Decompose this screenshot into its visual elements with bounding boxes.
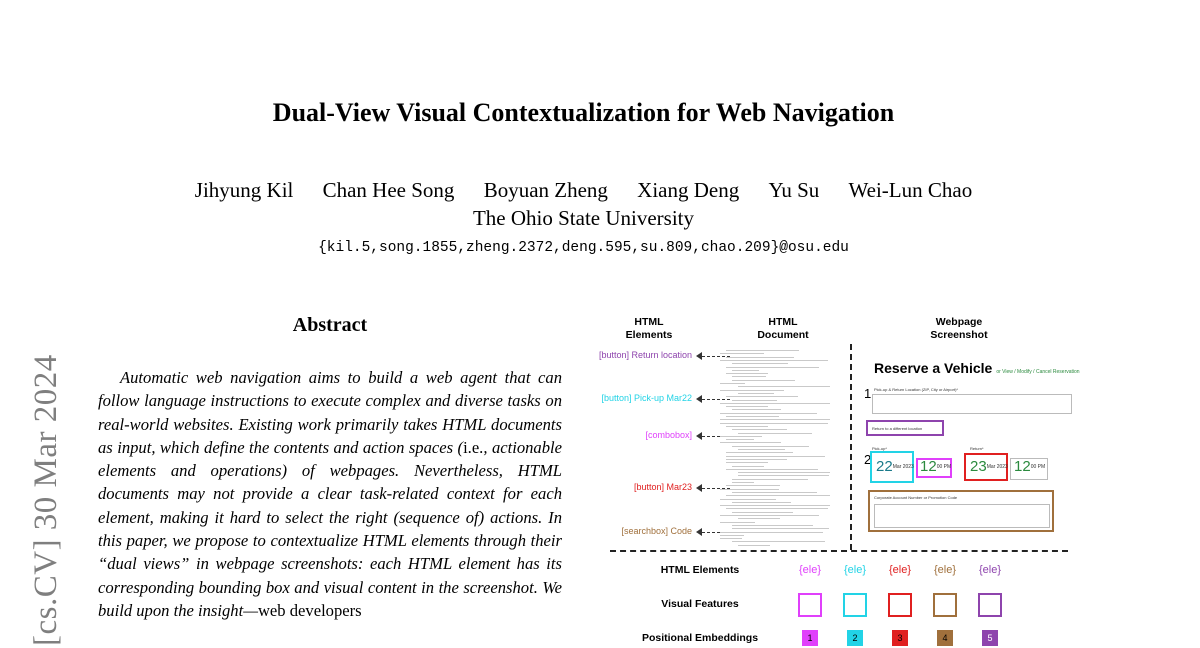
- document-code-line: [720, 515, 819, 516]
- author-emails: {kil.5,song.1855,zheng.2372,deng.595,su.809,chao.209}@osu.edu: [318, 240, 849, 256]
- header-html-elements: HTML Elements: [625, 316, 673, 341]
- document-code-line: [726, 469, 818, 470]
- author-list: [0, 178, 1167, 203]
- document-code-line: [726, 357, 794, 358]
- position-embedding: 3: [892, 630, 908, 646]
- document-code-line: [720, 419, 830, 420]
- document-code-line: [720, 423, 828, 424]
- location-label: Pick-up & Return Location (ZIP, City or Airport)*: [874, 387, 958, 392]
- element-label: [button] Return location: [598, 350, 692, 360]
- element-label: [searchbox] Code: [621, 526, 692, 536]
- author-name: Yu Su: [768, 178, 820, 202]
- document-code-line: [738, 386, 830, 387]
- document-code-line: [732, 512, 793, 513]
- document-code-line: [720, 535, 744, 536]
- pickup-date: 22Mar 2023: [876, 458, 914, 475]
- document-code-line: [732, 525, 813, 526]
- document-code-line: [732, 528, 829, 529]
- ele-token: {ele}: [978, 564, 1002, 576]
- document-code-line: [726, 416, 779, 417]
- document-code-line: [726, 373, 768, 374]
- row-label-visual-features: Visual Features: [661, 598, 739, 610]
- document-code-line: [732, 380, 795, 381]
- document-code-line: [726, 396, 798, 397]
- row-label-positional: Positional Embeddings: [641, 632, 759, 644]
- position-embedding: 1: [802, 630, 818, 646]
- visual-feature-box: [978, 593, 1002, 617]
- author-name: Xiang Deng: [637, 178, 740, 202]
- affiliation: The Ohio State University: [472, 206, 695, 230]
- promo-code-box: Corporate Account Number or Promotion Code: [868, 490, 1054, 532]
- header-html-document: HTML Document: [757, 316, 809, 341]
- document-code-line: [720, 505, 830, 506]
- document-code-line: [726, 452, 793, 453]
- document-code-line: [726, 406, 768, 407]
- document-code-line: [738, 393, 774, 394]
- document-code-line: [732, 370, 759, 371]
- document-code-line: [720, 489, 779, 490]
- document-code-line: [738, 518, 780, 519]
- step-number: 2: [864, 452, 872, 467]
- document-code-line: [732, 376, 766, 377]
- ele-token: {ele}: [933, 564, 957, 576]
- return-location-box: Return to a different location: [866, 420, 944, 436]
- document-code-line: [726, 456, 825, 457]
- horizontal-divider: [610, 550, 1068, 552]
- document-code-line: [732, 429, 787, 430]
- pickup-label: Pick-up*: [872, 446, 887, 451]
- document-code-line: [720, 383, 745, 384]
- ele-token: {ele}: [798, 564, 822, 576]
- position-embedding: 5: [982, 630, 998, 646]
- document-code-line: [732, 482, 754, 483]
- header-webpage-screenshot: Webpage Screenshot: [930, 316, 988, 341]
- abstract-text: [98, 366, 562, 622]
- document-code-line: [720, 499, 776, 500]
- visual-feature-box: [888, 593, 912, 617]
- document-code-line: [720, 353, 764, 354]
- document-code-line: [732, 400, 777, 401]
- document-code-line: [720, 532, 823, 533]
- document-code-line: [732, 466, 764, 467]
- teaser-figure: [598, 306, 1078, 648]
- document-code-line: [720, 442, 781, 443]
- document-code-line: [726, 426, 768, 427]
- abstract-heading: Abstract: [292, 314, 368, 336]
- document-code-line: [720, 403, 830, 404]
- return-label: Return*: [970, 446, 984, 451]
- return-time: 1200 PM: [1014, 458, 1046, 475]
- location-field: [872, 394, 1072, 414]
- document-code-line: [738, 475, 829, 476]
- document-code-line: [720, 390, 784, 391]
- document-code-line: [732, 541, 825, 542]
- abstract-part-2: , actionable elements and operations) of webpages. Nevertheless, HTML documents may not provide a clear task-related context for each element, making it hard to select the right (sequence of) actions. In this paper, we propose to contextualize HTML elements through their “dual views” in webpage screenshots: each HTML element has its corresponding bounding box and visual content in the screenshot. We build upon the insight—: [98, 437, 562, 620]
- document-code-line: [738, 472, 830, 473]
- document-code-line: [732, 492, 817, 493]
- abstract-part-1: Automatic web navigation aims to build a web agent that can follow language instructions to execute complex and diverse tasks on real-world websites. Existing work primarily takes HTML documents as input, which define the contents and action spaces (: [98, 368, 562, 457]
- element-label: [button] Mar23: [633, 482, 692, 492]
- reserve-heading: Reserve a Vehicle or View / Modify / Cancel Reservation: [874, 360, 1080, 376]
- visual-feature-box: [798, 593, 822, 617]
- document-code-line: [738, 449, 785, 450]
- author-name: Boyuan Zheng: [483, 178, 608, 202]
- document-code-line: [720, 360, 828, 361]
- abstract-ie: i.e.: [463, 437, 484, 457]
- element-label: [button] Pick-up Mar22: [601, 393, 692, 403]
- document-code-line: [732, 446, 809, 447]
- row-label-html-elements: HTML Elements: [660, 564, 740, 576]
- document-code-line: [726, 459, 787, 460]
- element-label: [combobox]: [645, 430, 692, 440]
- document-code-line: [720, 436, 762, 437]
- document-code-line: [726, 367, 819, 368]
- pickup-time: 1200 PM: [920, 458, 952, 475]
- document-code-line: [738, 545, 770, 546]
- author-name: Wei-Lun Chao: [848, 178, 973, 202]
- return-date: 23Mar 2023: [970, 458, 1008, 475]
- paper-title: Dual-View Visual Contextualization for Web Navigation: [272, 98, 895, 127]
- document-code-line: [732, 363, 788, 364]
- abstract-part-3: web developers: [257, 600, 362, 620]
- arxiv-stamp: [cs.CV] 30 Mar 2024: [28, 354, 64, 646]
- position-embedding: 4: [937, 630, 953, 646]
- ele-token: {ele}: [843, 564, 867, 576]
- document-code-line: [726, 462, 768, 463]
- document-code-line: [738, 433, 812, 434]
- document-code-line: [732, 502, 791, 503]
- document-code-line: [726, 508, 828, 509]
- document-code-line: [732, 479, 808, 480]
- step-number: 1: [864, 386, 872, 401]
- author-name: Jihyung Kil: [194, 178, 294, 202]
- document-code-line: [720, 538, 742, 539]
- author-name: Chan Hee Song: [322, 178, 455, 202]
- visual-feature-box: [843, 593, 867, 617]
- visual-feature-box: [933, 593, 957, 617]
- ele-token: {ele}: [888, 564, 912, 576]
- document-code-line: [726, 350, 799, 351]
- document-code-line: [720, 413, 817, 414]
- document-code-line: [726, 495, 830, 496]
- document-code-line: [720, 522, 755, 523]
- position-embedding: 2: [847, 630, 863, 646]
- vertical-divider: [850, 344, 852, 550]
- webpage-screenshot: [864, 358, 1078, 548]
- html-document-preview: [720, 350, 830, 546]
- document-code-line: [726, 485, 780, 486]
- document-code-line: [732, 409, 781, 410]
- document-code-line: [726, 439, 754, 440]
